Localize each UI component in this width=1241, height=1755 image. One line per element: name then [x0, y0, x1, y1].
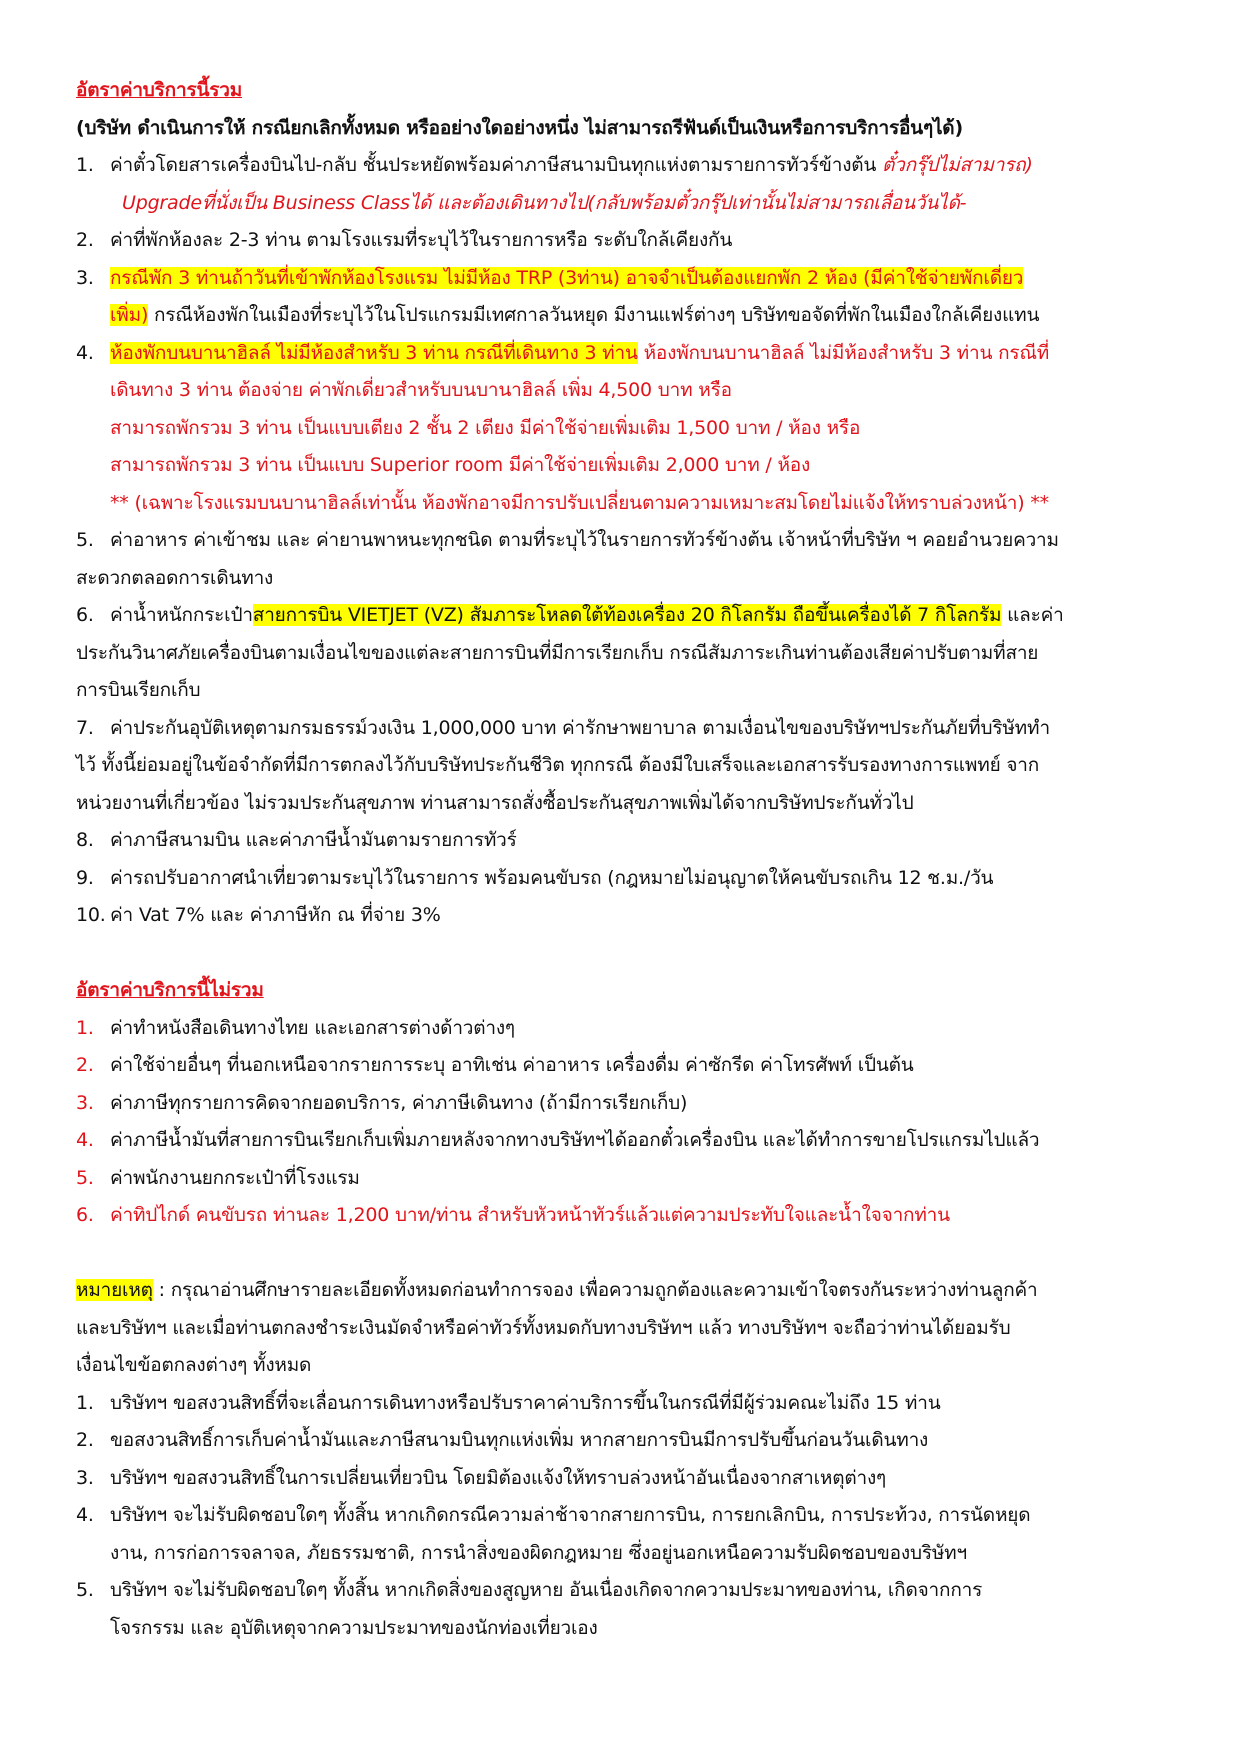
item-number: 10.: [76, 904, 106, 926]
item-number: 4.: [76, 1504, 94, 1526]
included-item-4: 4. ห้องพักบนบานาฮิลล์ ไม่มีห้องสำหรับ 3 ท่าน กรณีที่เดินทาง 3 ท่าน ห้องพักบนบานาฮิลล์ ไม่มีห้องสำหรับ 3 ท่าน กรณีที่: [76, 335, 1126, 373]
excluded-item-3: 3. ค่าภาษีทุกรายการคิดจากยอดบริการ, ค่าภาษีเดินทาง (ถ้ามีการเรียกเก็บ): [76, 1085, 1126, 1123]
included-item-6-line: ประกันวินาศภัยเครื่องบินตามเงื่อนไขของแต่ละสายการบินที่มีการเรียกเก็บ กรณีสัมภาระเกินท่านต้องเสียค่าปรับตามที่สาย: [76, 641, 1039, 664]
highlighted-text: เพิ่ม): [110, 304, 149, 326]
item-number: 4.: [76, 1129, 94, 1151]
item-number: 2.: [76, 229, 94, 251]
excluded-item-5: 5. ค่าพนักงานยกกระเป๋าที่โรงแรม: [76, 1160, 1126, 1198]
item-number: 5.: [76, 1166, 94, 1189]
included-item-2: 2. ค่าที่พักห้องละ 2-3 ท่าน ตามโรงแรมที่ระบุไว้ในรายการหรือ ระดับใกล้เคียงกัน: [76, 222, 1126, 260]
document-page: [76, 72, 1126, 1647]
spacer: [76, 935, 1126, 973]
excluded-item-4: 4. ค่าภาษีน้ำมันที่สายการบินเรียกเก็บเพิ่มภายหลังจากทางบริษัทฯได้ออกตั๋วเครื่องบิน และได้ทำการขายโปรแกรมไปแล้ว: [76, 1122, 1126, 1160]
item-number: 1.: [76, 1016, 94, 1039]
remark-item-5: 5. บริษัทฯ จะไม่รับผิดชอบใดๆ ทั้งสิ้น หากเกิดสิ่งของสูญหาย อันเนื่องเกิดจากความประมาทของท่าน, เกิดจากการ: [76, 1572, 1126, 1610]
included-item-7: 7. ค่าประกันอุบัติเหตุตามกรมธรรม์วงเงิน 1,000,000 บาท ค่ารักษาพยาบาล ตามเงื่อนไขของบริษัทฯประกันภัยที่บริษัททำ: [76, 710, 1126, 748]
included-item-1-cont: Upgradeที่นั่งเป็น Business Classได้ และต้องเดินทางไป(กลับพร้อมตั๋วกรุ๊ปเท่านั้นไม่สามารถเลื่อนวันได้-: [122, 191, 967, 214]
included-item-6-line: การบินเรียกเก็บ: [76, 679, 201, 701]
item-number: 5.: [76, 529, 94, 551]
included-item-3: [76, 260, 1126, 298]
remarks-intro: หมายเหตุ : กรุณาอ่านศึกษารายละเอียดทั้งหมดก่อนทำการจอง เพื่อความถูกต้องและความเข้าใจตรงกันระหว่างท่านลูกค้า: [76, 1279, 1038, 1301]
item-number: 8.: [76, 829, 94, 851]
item-number: 6.: [76, 604, 94, 626]
remark-item-2: 2. ขอสงวนสิทธิ์การเก็บค่าน้ำมันและภาษีสนามบินทุกแห่งเพิ่ม หากสายการบินมีการปรับขึ้นก่อนวันเดินทาง: [76, 1422, 1126, 1460]
remarks-label: หมายเหตุ: [76, 1279, 153, 1301]
highlighted-text: สายการบิน VIETJET (VZ) สัมภาระโหลดใต้ท้องเครื่อง 20 กิโลกรัม ถือขึ้นเครื่องได้ 7 กิโลกรัม: [252, 604, 1002, 626]
included-item-5-cont: สะดวกตลอดการเดินทาง: [76, 566, 274, 589]
highlighted-text: ห้องพักบนบานาฮิลล์ ไม่มีห้องสำหรับ 3 ท่าน กรณีที่เดินทาง 3 ท่าน: [110, 341, 638, 364]
item-number: 3.: [76, 1091, 94, 1114]
item-number: 3.: [76, 266, 94, 289]
spacer: [76, 1235, 1126, 1273]
item-number: 4.: [76, 341, 94, 364]
item-number: 2.: [76, 1429, 94, 1451]
included-item-1: 1. ค่าตั๋วโดยสารเครื่องบินไป-กลับ ชั้นประหยัดพร้อมค่าภาษีสนามบินทุกแห่งตามรายการทัวร์ข้างต้น ตั๋วกรุ๊ปไม่สามารถ): [76, 147, 1126, 185]
included-item-6: 6. ค่าน้ำหนักกระเป๋าสายการบิน VIETJET (VZ) สัมภาระโหลดใต้ท้องเครื่อง 20 กิโลกรัม ถือขึ้นเครื่องได้ 7 กิโลกรัม และค่า: [76, 597, 1126, 635]
highlighted-text: กรณีพัก 3 ท่านถ้าวันที่เข้าพักห้องโรงแรม ไม่มีห้อง TRP (3ท่าน) อาจจำเป็นต้องแยกพัก 2 ห้อง (มีค่าใช้จ่ายพักเดี่ยว: [110, 266, 1024, 289]
excluded-title: อัตราค่าบริการนี้ไม่รวม: [76, 979, 264, 1001]
included-title: อัตราค่าบริการนี้รวม: [76, 79, 243, 101]
included-item-7-line: หน่วยงานที่เกี่ยวข้อง ไม่รวมประกันสุขภาพ ท่านสามารถสั่งซื้อประกันสุขภาพเพิ่มได้จากบริษัทประกันทั่วไป: [76, 791, 914, 814]
item-number: 6.: [76, 1204, 94, 1226]
remarks-intro-line: เงื่อนไขข้อตกลงต่างๆ ทั้งหมด: [76, 1354, 312, 1376]
included-item-8: 8. ค่าภาษีสนามบิน และค่าภาษีน้ำมันตามรายการทัวร์: [76, 822, 1126, 860]
remark-item-3: 3. บริษัทฯ ขอสงวนสิทธิ์ในการเปลี่ยนเที่ยวบิน โดยมิต้องแจ้งให้ทราบล่วงหน้าอันเนื่องจากสาเหตุต่างๆ: [76, 1460, 1126, 1498]
remark-item-4-cont: งาน, การก่อการจลาจล, ภัยธรรมชาติ, การนำสิ่งของผิดกฎหมาย ซึ่งอยู่นอกเหนือความรับผิดชอบของบริษัทฯ: [110, 1541, 967, 1564]
remark-item-5-cont: โจรกรรม และ อุบัติเหตุจากความประมาทของนักท่องเที่ยวเอง: [110, 1616, 598, 1639]
excluded-item-1: 1. ค่าทำหนังสือเดินทางไทย และเอกสารต่างด้าวต่างๆ: [76, 1010, 1126, 1048]
included-note: (บริษัท ดำเนินการให้ กรณียกเลิกทั้งหมด หรืออย่างใดอย่างหนึ่ง ไม่สามารถรีฟันด์เป็นเงินหรือการบริการอื่นๆได้): [76, 116, 963, 139]
excluded-item-6: 6. ค่าทิปไกด์ คนขับรถ ท่านละ 1,200 บาท/ท่าน สำหรับหัวหน้าทัวร์แล้วแต่ความประทับใจและน้ำใจจากท่าน: [76, 1197, 1126, 1235]
included-item-7-line: ไว้ ทั้งนี้ย่อมอยู่ในข้อจำกัดที่มีการตกลงไว้กับบริษัทประกันชีวิต ทุกกรณี ต้องมีใบเสร็จและเอกสารรับรองทางการแพทย์ จาก: [76, 754, 1040, 776]
item-number: 1.: [76, 1391, 94, 1414]
remarks-intro-line: และบริษัทฯ และเมื่อท่านตกลงชำระเงินมัดจำหรือค่าทัวร์ทั้งหมดกับทางบริษัทฯ แล้ว ทางบริษัทฯ จะถือว่าท่านได้ยอมรับ: [76, 1316, 1011, 1339]
included-item-10: 10. ค่า Vat 7% และ ค่าภาษีหัก ณ ที่จ่าย 3%: [76, 897, 1126, 935]
item-number: 3.: [76, 1466, 94, 1489]
item-number: 2.: [76, 1054, 94, 1076]
included-item-9: 9. ค่ารถปรับอากาศนำเที่ยวตามระบุไว้ในรายการ พร้อมคนขับรถ (กฎหมายไม่อนุญาตให้คนขับรถเกิน 12 ช.ม./วัน: [76, 860, 1126, 898]
item-number: 5.: [76, 1579, 94, 1601]
included-item-4-line: สามารถพักรวม 3 ท่าน เป็นแบบ Superior room มีค่าใช้จ่ายเพิ่มเติม 2,000 บาท / ห้อง: [110, 454, 811, 476]
included-item-5: 5. ค่าอาหาร ค่าเข้าชม และ ค่ายานพาหนะทุกชนิด ตามที่ระบุไว้ในรายการทัวร์ข้างต้น เจ้าหน้าที่บริษัท ฯ คอยอำนวยความ: [76, 522, 1126, 560]
included-item-4-line: สามารถพักรวม 3 ท่าน เป็นแบบเตียง 2 ชั้น 2 เตียง มีค่าใช้จ่ายเพิ่มเติม 1,500 บาท / ห้อง หรือ: [110, 416, 861, 439]
item-number: 7.: [76, 716, 94, 739]
item-number: 1.: [76, 154, 94, 176]
included-item-3-cont: เพิ่ม) กรณีห้องพักในเมืองที่ระบุไว้ในโปรแกรมมีเทศกาลวันหยุด มีงานแฟร์ต่างๆ บริษัทขอจัดที่พักในเมืองใกล้เคียงแทน: [110, 304, 1040, 326]
remark-item-1: 1. บริษัทฯ ขอสงวนสิทธิ์ที่จะเลื่อนการเดินทางหรือปรับราคาค่าบริการขึ้นในกรณีที่มีผู้ร่วมคณะไม่ถึง 15 ท่าน: [76, 1385, 1126, 1423]
red-note: ตั๋วกรุ๊ปไม่สามารถ): [882, 154, 1033, 176]
remark-item-4: 4. บริษัทฯ จะไม่รับผิดชอบใดๆ ทั้งสิ้น หากเกิดกรณีความล่าช้าจากสายการบิน, การยกเลิกบิน, การประท้วง, การนัดหยุด: [76, 1497, 1126, 1535]
excluded-item-2: 2. ค่าใช้จ่ายอื่นๆ ที่นอกเหนือจากรายการระบุ อาทิเช่น ค่าอาหาร เครื่องดื่ม ค่าซักรีด ค่าโทรศัพท์ เป็นต้น: [76, 1047, 1126, 1085]
included-item-4-line: เดินทาง 3 ท่าน ต้องจ่าย ค่าพักเดี่ยวสำหรับบนบานาฮิลล์ เพิ่ม 4,500 บาท หรือ: [110, 379, 732, 401]
item-number: 9.: [76, 866, 94, 889]
included-item-4-line: ** (เฉพาะโรงแรมบนบานาฮิลล์เท่านั้น ห้องพักอาจมีการปรับเปลี่ยนตามความเหมาะสมโดยไม่แจ้งให้ทราบล่วงหน้า) **: [110, 491, 1049, 514]
